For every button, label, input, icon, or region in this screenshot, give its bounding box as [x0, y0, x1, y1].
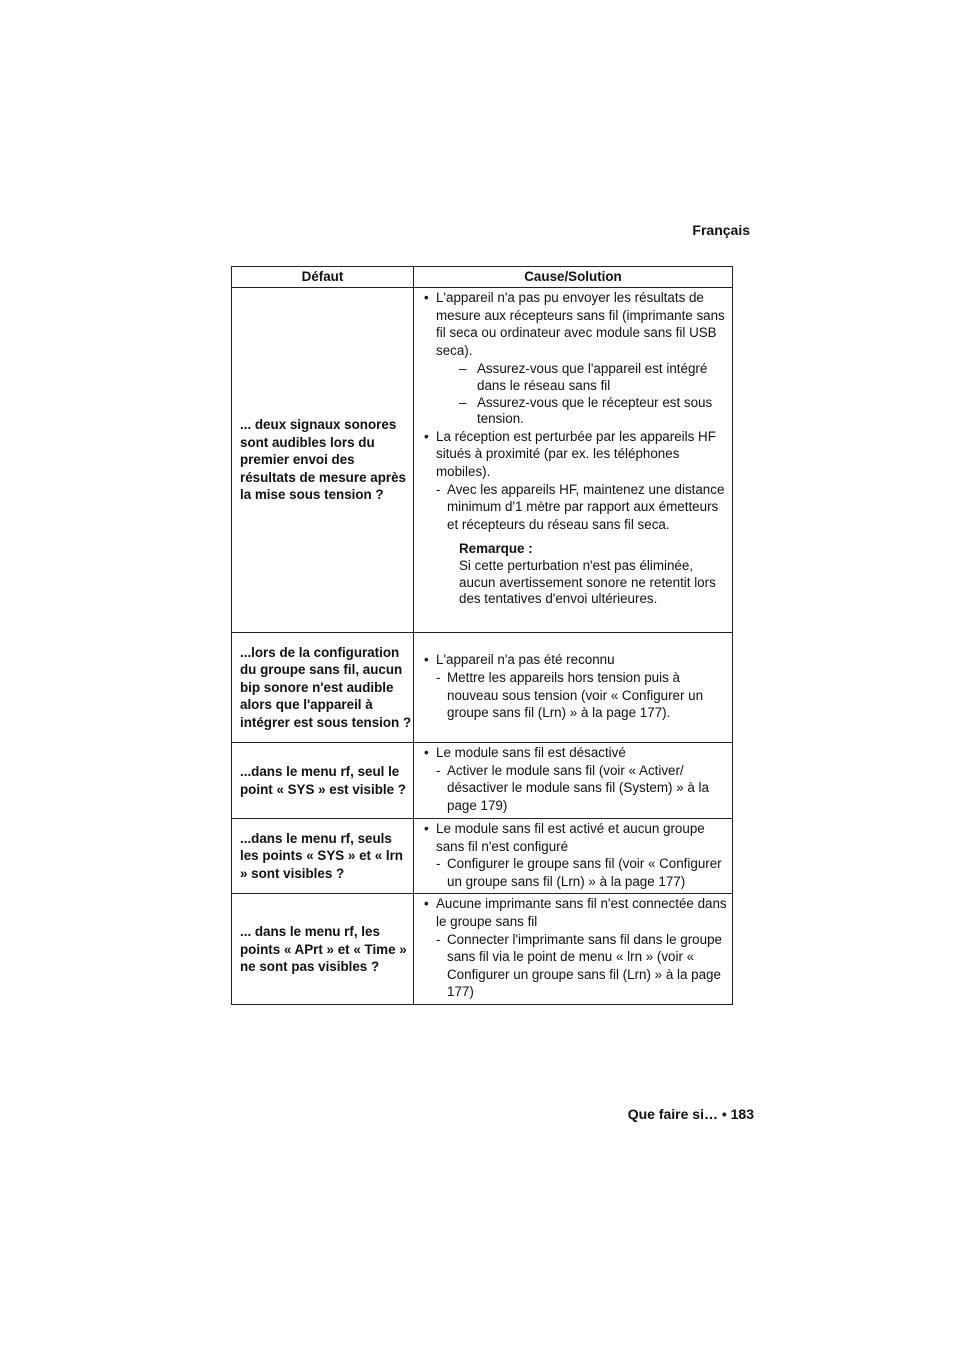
table-row — [232, 633, 733, 743]
column-header-fault: Défaut — [232, 267, 414, 288]
solution-text: Mettre les appareils hors tension puis à nouveau sous tension (voir « Configurer un groupe sans fil (Lrn) » à la page 177). — [447, 669, 704, 721]
table-row — [232, 288, 733, 633]
dash-icon: - — [436, 481, 441, 497]
note-title: Remarque : — [459, 541, 533, 557]
solution-step — [424, 481, 730, 534]
solution-text: Activer le module sans fil (voir « Activer/ désactiver le module sans fil (System) » à la page 179) — [447, 762, 709, 813]
language-header: Français — [692, 222, 750, 238]
solution-step — [424, 931, 730, 1001]
dash-icon: – — [459, 361, 467, 377]
fault-cell: ... dans le menu rf, les points « APrt » et « Time » ne sont pas visibles ? — [232, 894, 414, 1005]
dash-icon: - — [436, 762, 441, 778]
solution-step — [424, 855, 730, 890]
bullet-icon: • — [424, 652, 429, 668]
cause-text: La réception est perturbée par les appareils HF situés à proximité (par ex. les téléphones mobiles). — [436, 428, 716, 479]
dash-icon: - — [436, 669, 441, 685]
cause-text: L'appareil n'a pas été reconnu — [436, 652, 615, 668]
fault-cell: ...dans le menu rf, seuls les points « SYS » et « lrn » sont visibles ? — [232, 819, 414, 894]
bullet-icon: • — [424, 821, 429, 836]
cause-text: Le module sans fil est désactivé — [436, 745, 626, 760]
fault-cell: ... deux signaux sonores sont audibles lors du premier envoi des résultats de mesure après la mise sous tension ? — [232, 288, 414, 633]
cause-item — [424, 651, 730, 669]
note-block — [424, 533, 730, 607]
page-footer: Que faire si… • 183 — [627, 1106, 754, 1122]
bullet-icon: • — [424, 428, 429, 444]
dash-icon: - — [436, 856, 441, 872]
solution-text: Connecter l'imprimante sans fil dans le groupe sans fil via le point de menu « lrn » (voir « Configurer un groupe sans fil (Lrn) » à la page 177) — [447, 931, 722, 1000]
column-header-solution: Cause/Solution — [414, 267, 733, 288]
bullet-icon: • — [424, 745, 429, 760]
cause-text: Aucune imprimante sans fil n'est connectée dans le groupe sans fil — [436, 896, 727, 929]
solution-text: Assurez-vous que le récepteur est sous tension. — [477, 394, 713, 427]
bullet-icon: • — [424, 896, 429, 912]
cause-text: L'appareil n'a pas pu envoyer les résultats de mesure aux récepteurs sans fil (imprimante sans fil seca ou ordinateur avec module sans fil USB seca). — [436, 290, 725, 358]
dash-icon: – — [459, 394, 467, 410]
table-row — [232, 894, 733, 1005]
table-row — [232, 743, 733, 819]
dash-icon: - — [436, 931, 441, 947]
solution-text: Avec les appareils HF, maintenez une distance minimum d'1 mètre par rapport aux émetteurs et récepteurs du réseau sans fil seca. — [447, 481, 725, 532]
solution-text: Configurer le groupe sans fil (voir « Configurer un groupe sans fil (Lrn) » à la page 177) — [447, 856, 722, 889]
solution-step — [424, 361, 730, 394]
fault-cell: ...dans le menu rf, seul le point « SYS » est visible ? — [232, 743, 414, 819]
solution-step — [424, 669, 730, 722]
solution-cell — [414, 288, 733, 633]
cause-item — [424, 895, 730, 930]
cause-text: Le module sans fil est activé et aucun groupe sans fil n'est configuré — [436, 821, 705, 854]
cause-item — [424, 428, 730, 481]
cause-item — [424, 744, 730, 762]
solution-text: Assurez-vous que l'appareil est intégré dans le réseau sans fil — [477, 361, 708, 393]
cause-item — [424, 820, 730, 855]
solution-cell — [414, 743, 733, 819]
solution-step — [424, 395, 730, 428]
note-text: Si cette perturbation n'est pas éliminée, aucun avertissement sonore ne retentit lors des tentatives d'envoi ultérieures. — [459, 557, 716, 607]
table-header-row — [232, 267, 733, 288]
troubleshooting-table — [231, 266, 733, 1005]
table-row — [232, 819, 733, 894]
fault-cell: ...lors de la configuration du groupe sans fil, aucun bip sonore n'est audible alors que l'appareil à intégrer est sous tension ? — [232, 633, 414, 743]
solution-cell — [414, 894, 733, 1005]
cause-item — [424, 289, 730, 359]
solution-cell — [414, 633, 733, 743]
bullet-icon: • — [424, 290, 429, 305]
solution-step — [424, 762, 730, 815]
solution-cell — [414, 819, 733, 894]
